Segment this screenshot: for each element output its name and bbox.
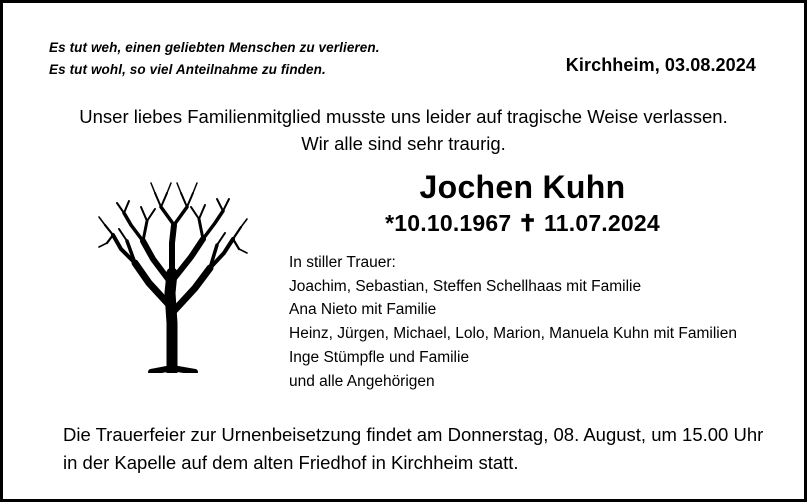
life-dates: *10.10.1967 ✝ 11.07.2024: [385, 209, 660, 236]
deceased-name: Jochen Kuhn: [419, 169, 626, 205]
epitaph-line-1: Es tut weh, einen geliebten Menschen zu verlieren.: [49, 40, 380, 55]
funeral-details: [63, 421, 764, 477]
place-and-date: Kirchheim, 03.08.2024: [565, 55, 756, 75]
mourner-line: Ana Nieto mit Familie: [289, 301, 437, 319]
introduction-line-1: Unser liebes Familienmitglied musste uns leider auf tragische Weise verlassen.: [79, 106, 728, 127]
epitaph-line-2: Es tut wohl, so viel Anteilnahme zu finden.: [49, 61, 326, 77]
mourner-line: Joachim, Sebastian, Steffen Schellhaas mit Familie: [289, 277, 642, 295]
funeral-line-1: Die Trauerfeier zur Urnenbeisetzung findet am Donnerstag, 08. August, um 15.00 Uhr: [63, 424, 764, 445]
bare-tree-icon: [77, 163, 267, 373]
funeral-line-2: in der Kapelle auf dem alten Friedhof in Kirchheim statt.: [63, 451, 519, 473]
mourner-line: Inge Stümpfle und Familie: [289, 348, 470, 366]
mourner-line: und alle Angehörigen: [289, 372, 435, 390]
introduction: [3, 103, 804, 158]
introduction-line-2: Wir alle sind sehr traurig.: [301, 133, 506, 155]
mourners-block: [289, 251, 737, 393]
name-block: [271, 169, 774, 237]
mourner-line: Heinz, Jürgen, Michael, Lolo, Marion, Manuela Kuhn mit Familien: [289, 325, 737, 343]
epitaph: [49, 37, 380, 81]
mourning-header: In stiller Trauer:: [289, 254, 396, 271]
